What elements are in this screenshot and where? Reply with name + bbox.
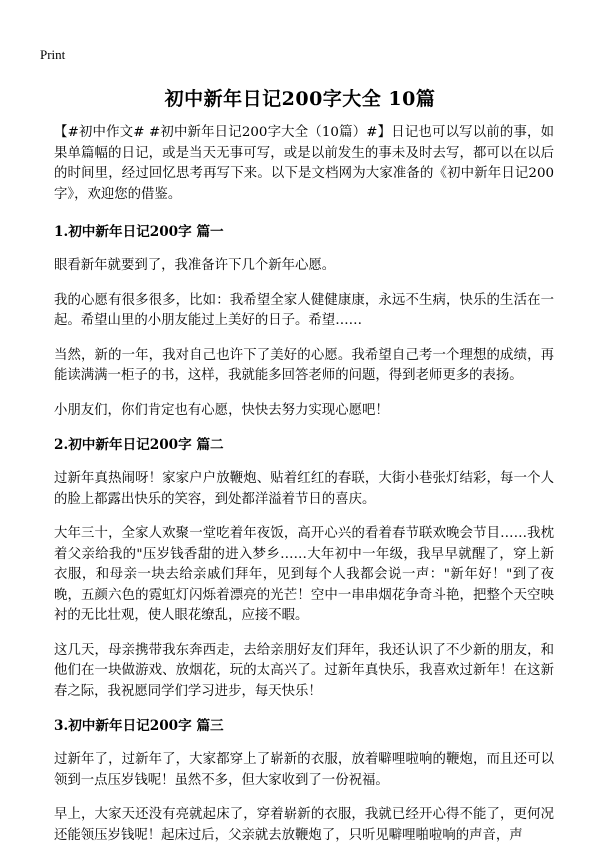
- paragraph: 大年三十，全家人欢聚一堂吃着年夜饭，高开心兴的看着春节联欢晚会节目……我枕着父亲给我的"压岁钱香甜的进入梦乡……大年初中一年级，我早早就醒了，穿上新衣服，和母亲一块去给亲戚们拜年，见到每个人我都会说一声："新年好！"到了夜晚，五颜六色的霓虹灯闪烁着漂亮的光芒！空中一串串烟花争奇斗艳，把整个天空映衬的无比壮观，使人眼花缭乱，应接不暇。: [54, 526, 554, 623]
- section-3: [54, 716, 554, 846]
- section-2: [54, 435, 554, 702]
- section-heading: 1.初中新年日记200字 篇一: [54, 224, 224, 240]
- intro-paragraph: 【#初中作文# #初中新年日记200字大全（10篇）#】日记也可以写以前的事，如果单篇幅的日记，或是当天无事可写，或是以前发生的事未及时去写，都可以在以后的时间里，经过回忆思考再写下来。以下是文档网为大家准备的《初中新年日记200字》，欢迎您的借鉴。: [54, 125, 554, 202]
- paragraph: 早上，大家天还没有亮就起床了，穿着崭新的衣服，我就已经开心得不能了，更何况还能领压岁钱呢！起床过后，父亲就去放鞭炮了，只听见噼哩啪啦响的声音，声: [54, 807, 554, 843]
- paragraph: 这几天，母亲携带我东奔西走，去给亲朋好友们拜年，我还认识了不少新的朋友，和他们在一块做游戏、放烟花，玩的太高兴了。过新年真快乐，我喜欢过新年！在这新春之际，我祝愿同学们学习进步，每天快乐！: [54, 642, 554, 699]
- paragraph: 小朋友们，你们肯定也有心愿，快快去努力实现心愿吧！: [54, 402, 389, 418]
- section-1: [54, 222, 554, 421]
- section-heading: 3.初中新年日记200字 篇三: [54, 718, 224, 734]
- paragraph: 我的心愿有很多很多，比如：我希望全家人健健康康，永远不生病，快乐的生活在一起。希望山里的小朋友能过上美好的日子。希望……: [54, 292, 554, 328]
- paragraph: 当然，新的一年，我对自己也许下了美好的心愿。我希望自己考一个理想的成绩，再能读满满一柜子的书，这样，我就能多回答老师的问题，得到老师更多的表扬。: [54, 347, 554, 383]
- article-body: [54, 123, 554, 860]
- paragraph: 眼看新年就要到了，我准备许下几个新年心愿。: [54, 258, 336, 273]
- paragraph: 过新年了，过新年了，大家都穿上了崭新的衣服，放着噼哩啦响的鞭炮，而且还可以领到一点压岁钱呢！虽然不多，但大家收到了一份祝福。: [54, 752, 554, 788]
- page-title: 初中新年日记200字大全 10篇: [164, 88, 436, 110]
- section-heading: 2.初中新年日记200字 篇二: [54, 437, 224, 453]
- paragraph: 过新年真热闹呀！家家户户放鞭炮、贴着红红的春联，大街小巷张灯结彩，每一个人的脸上都露出快乐的笑容，到处都洋溢着节日的喜庆。: [54, 471, 554, 507]
- print-label[interactable]: Print: [40, 47, 66, 62]
